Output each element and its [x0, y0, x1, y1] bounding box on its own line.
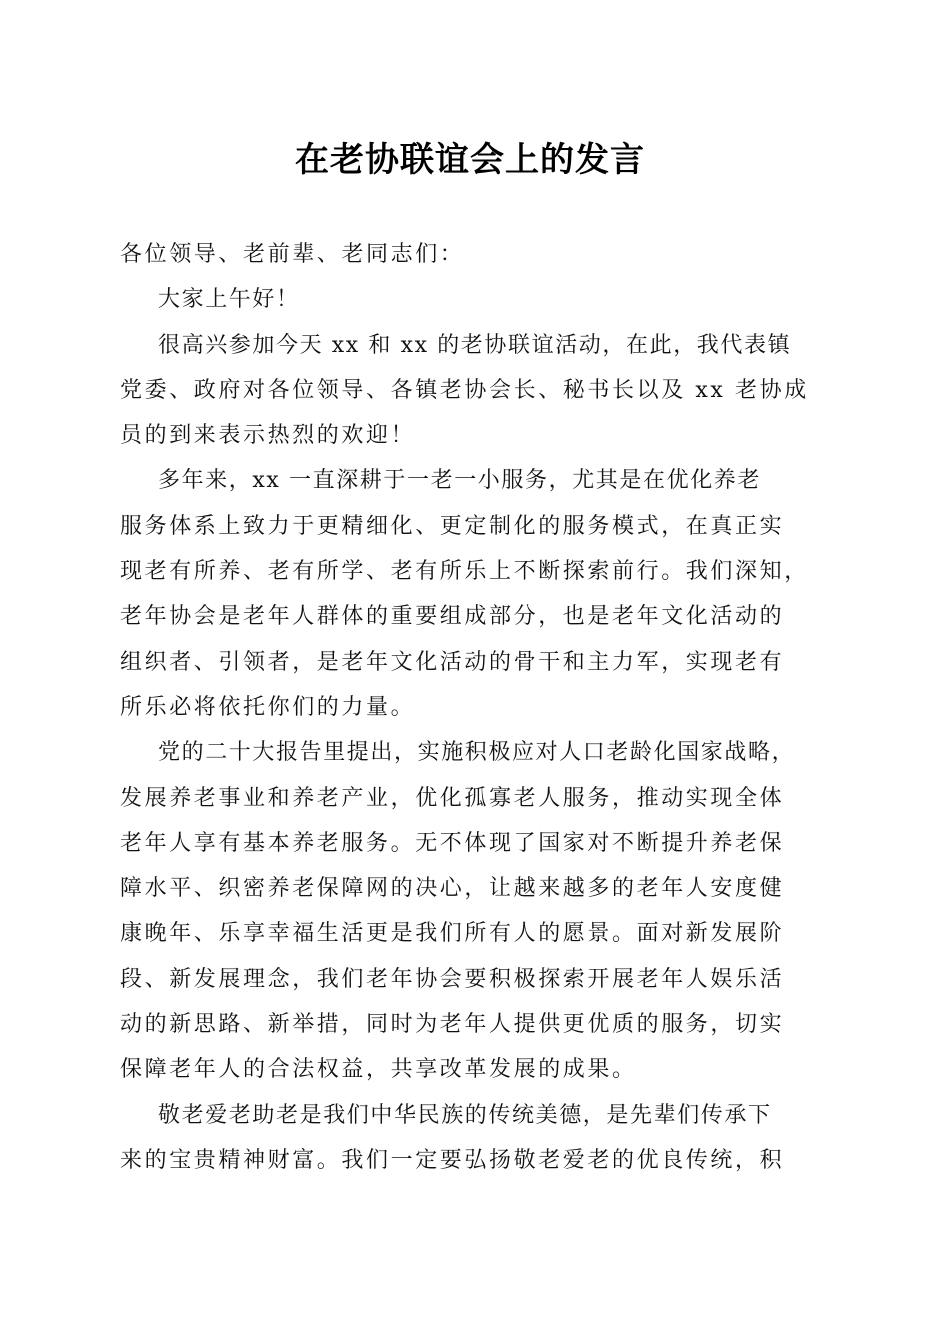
body-text-line: 党委、政府对各位领导、各镇老协会长、秘书长以及 xx 老协成 [120, 377, 809, 403]
body-text-line: 发展养老事业和养老产业，优化孤寡老人服务，推动实现全体 [120, 785, 785, 811]
body-text-line: 保障老年人的合法权益，共享改革发展的成果。 [120, 1057, 637, 1083]
body-text-line: 组织者、引领者，是老年文化活动的骨干和主力军，实现老有 [120, 649, 785, 675]
body-text-line: 敬老爱老助老是我们中华民族的传统美德，是先辈们传承下 [158, 1102, 772, 1128]
body-text-line: 障水平、织密养老保障网的决心，让越来越多的老年人安度健 [120, 876, 785, 902]
body-text-line: 员的到来表示热烈的欢迎！ [120, 423, 416, 449]
body-text-line: 来的宝贵精神财富。我们一定要弘扬敬老爱老的优良传统，积 [120, 1147, 785, 1173]
body-text-line: 各位领导、老前辈、老同志们： [120, 242, 465, 267]
body-text-line: 动的新思路、新举措，同时为老年人提供更优质的服务，切实 [120, 1012, 785, 1038]
body-text-line: 老年人享有基本养老服务。无不体现了国家对不断提升养老保 [120, 830, 785, 856]
document-body [120, 232, 832, 1183]
body-text-line: 服务体系上致力于更精细化、更定制化的服务模式，在真正实 [120, 513, 785, 539]
body-text-line: 段、新发展理念，我们老年协会要积极探索开展老年人娱乐活 [120, 966, 785, 992]
body-text-line: 党的二十大报告里提出，实施积极应对人口老龄化国家战略， [158, 740, 796, 766]
document-title: 在老协联谊会上的发言 [295, 140, 645, 180]
body-text-line: 康晚年、乐享幸福生活更是我们所有人的愿景。面对新发展阶 [120, 921, 785, 947]
body-text-line: 现老有所养、老有所学、老有所乐上不断探索前行。我们深知， [120, 559, 809, 585]
body-text-line: 大家上午好！ [158, 287, 300, 313]
body-text-line: 多年来，xx 一直深耕于一老一小服务，尤其是在优化养老 [158, 468, 762, 494]
body-text-line: 所乐必将依托你们的力量。 [120, 694, 416, 720]
body-text-line: 很高兴参加今天 xx 和 xx 的老协联谊活动，在此，我代表镇 [158, 332, 792, 358]
body-text-line: 老年协会是老年人群体的重要组成部分，也是老年文化活动的 [120, 604, 785, 630]
